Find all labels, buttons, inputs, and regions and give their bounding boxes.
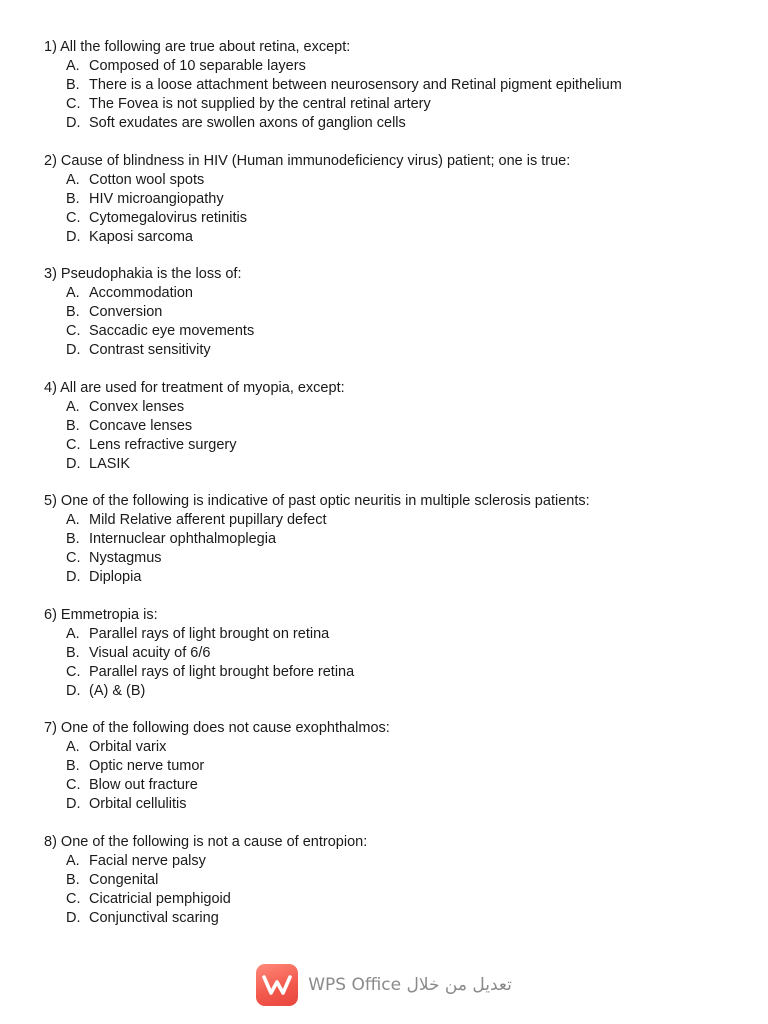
option-c bbox=[44, 549, 744, 568]
option-letter: D. bbox=[66, 909, 81, 926]
question-4 bbox=[44, 379, 744, 474]
wps-footer-text[interactable]: تعديل من خلال WPS Office bbox=[308, 975, 512, 995]
option-text: Soft exudates are swollen axons of ganglion cells bbox=[89, 115, 406, 131]
option-letter: C. bbox=[66, 663, 81, 680]
option-text: Visual acuity of 6/6 bbox=[89, 644, 211, 661]
option-list bbox=[44, 511, 744, 587]
option-letter: A. bbox=[66, 171, 80, 188]
option-letter: B. bbox=[66, 417, 80, 434]
option-b bbox=[44, 757, 744, 776]
option-b bbox=[44, 871, 744, 890]
option-letter: A. bbox=[66, 625, 80, 642]
option-letter: A. bbox=[66, 398, 80, 415]
option-a bbox=[44, 57, 744, 76]
question-5 bbox=[44, 492, 744, 587]
option-list bbox=[44, 284, 744, 360]
option-letter: D. bbox=[66, 455, 81, 472]
option-a bbox=[44, 171, 744, 190]
option-letter: A. bbox=[66, 58, 80, 74]
question-3 bbox=[44, 265, 744, 360]
option-list bbox=[44, 852, 744, 928]
option-text: Nystagmus bbox=[89, 550, 162, 566]
option-d bbox=[44, 341, 744, 360]
option-b bbox=[44, 417, 744, 436]
option-text: Cytomegalovirus retinitis bbox=[89, 209, 247, 226]
option-c bbox=[44, 776, 744, 795]
question-text: 5) One of the following is indicative of past optic neuritis in multiple sclerosis patients: bbox=[44, 493, 590, 509]
option-letter: B. bbox=[66, 871, 80, 888]
option-letter: B. bbox=[66, 531, 80, 547]
option-a bbox=[44, 398, 744, 417]
option-text: (A) & (B) bbox=[89, 682, 146, 699]
option-text: Orbital varix bbox=[89, 739, 167, 755]
question-text: 4) All are used for treatment of myopia, except: bbox=[44, 379, 345, 396]
option-text: Contrast sensitivity bbox=[89, 342, 211, 358]
option-d bbox=[44, 568, 744, 587]
option-c bbox=[44, 663, 744, 682]
option-b bbox=[44, 190, 744, 209]
question-text: 8) One of the following is not a cause of entropion: bbox=[44, 833, 368, 850]
option-text: LASIK bbox=[89, 455, 131, 472]
question-6 bbox=[44, 606, 744, 701]
option-text: Orbital cellulitis bbox=[89, 796, 187, 812]
option-text: HIV microangiopathy bbox=[89, 190, 224, 207]
question-1 bbox=[44, 38, 744, 133]
option-text: Concave lenses bbox=[89, 417, 193, 434]
option-text: Cotton wool spots bbox=[89, 171, 205, 188]
option-d bbox=[44, 228, 744, 247]
option-d bbox=[44, 795, 744, 814]
option-text: The Fovea is not supplied by the central retinal artery bbox=[89, 96, 431, 112]
option-text: Conversion bbox=[89, 304, 163, 320]
option-d bbox=[44, 114, 744, 133]
question-text: 6) Emmetropia is: bbox=[44, 606, 158, 623]
option-list bbox=[44, 738, 744, 814]
option-letter: D. bbox=[66, 682, 81, 699]
question-text: 1) All the following are true about retina, except: bbox=[44, 39, 351, 55]
question-text: 2) Cause of blindness in HIV (Human immunodeficiency virus) patient; one is true: bbox=[44, 152, 571, 169]
option-text: Cicatricial pemphigoid bbox=[89, 890, 231, 907]
option-list bbox=[44, 57, 744, 133]
option-letter: C. bbox=[66, 436, 81, 453]
option-d bbox=[44, 909, 744, 928]
option-b bbox=[44, 303, 744, 322]
question-8 bbox=[44, 833, 744, 928]
option-letter: D. bbox=[66, 228, 81, 245]
option-text: Convex lenses bbox=[89, 398, 185, 415]
option-text: Mild Relative afferent pupillary defect bbox=[89, 512, 327, 528]
option-letter: B. bbox=[66, 304, 80, 320]
option-d bbox=[44, 455, 744, 474]
option-b bbox=[44, 76, 744, 95]
option-text: Accommodation bbox=[89, 285, 193, 301]
option-letter: C. bbox=[66, 323, 81, 339]
option-a bbox=[44, 852, 744, 871]
option-text: Internuclear ophthalmoplegia bbox=[89, 531, 277, 547]
option-a bbox=[44, 511, 744, 530]
option-text: Saccadic eye movements bbox=[89, 323, 255, 339]
option-d bbox=[44, 682, 744, 701]
wps-w-glyph-icon bbox=[262, 974, 292, 996]
option-c bbox=[44, 436, 744, 455]
option-text: Conjunctival scaring bbox=[89, 909, 219, 926]
option-letter: D. bbox=[66, 342, 81, 358]
question-7 bbox=[44, 719, 744, 814]
option-letter: B. bbox=[66, 758, 80, 774]
option-letter: B. bbox=[66, 644, 80, 661]
option-c bbox=[44, 890, 744, 909]
option-letter: C. bbox=[66, 890, 81, 907]
option-letter: A. bbox=[66, 852, 80, 869]
option-a bbox=[44, 284, 744, 303]
option-text: Lens refractive surgery bbox=[89, 436, 237, 453]
option-text: Blow out fracture bbox=[89, 777, 198, 793]
option-letter: C. bbox=[66, 209, 81, 226]
option-letter: A. bbox=[66, 739, 80, 755]
document-page bbox=[44, 38, 744, 946]
option-b bbox=[44, 530, 744, 549]
question-text: 7) One of the following does not cause exophthalmos: bbox=[44, 720, 390, 736]
option-text: Composed of 10 separable layers bbox=[89, 58, 306, 74]
wps-office-logo-icon[interactable] bbox=[256, 964, 298, 1006]
wps-footer[interactable] bbox=[0, 962, 768, 1008]
option-a bbox=[44, 625, 744, 644]
question-text: 3) Pseudophakia is the loss of: bbox=[44, 266, 242, 282]
option-text: Facial nerve palsy bbox=[89, 852, 206, 869]
option-letter: B. bbox=[66, 77, 80, 93]
option-text: Diplopia bbox=[89, 569, 142, 585]
option-c bbox=[44, 95, 744, 114]
option-letter: D. bbox=[66, 569, 81, 585]
option-text: Parallel rays of light brought on retina bbox=[89, 625, 330, 642]
option-letter: C. bbox=[66, 777, 81, 793]
option-text: Parallel rays of light brought before retina bbox=[89, 663, 355, 680]
option-letter: D. bbox=[66, 796, 81, 812]
option-list bbox=[44, 398, 744, 474]
option-text: Congenital bbox=[89, 871, 159, 888]
option-b bbox=[44, 644, 744, 663]
option-c bbox=[44, 322, 744, 341]
option-letter: A. bbox=[66, 285, 80, 301]
option-text: Kaposi sarcoma bbox=[89, 228, 193, 245]
option-text: Optic nerve tumor bbox=[89, 758, 205, 774]
option-text: There is a loose attachment between neurosensory and Retinal pigment epithelium bbox=[89, 77, 622, 93]
option-c bbox=[44, 209, 744, 228]
option-letter: C. bbox=[66, 96, 81, 112]
option-letter: C. bbox=[66, 550, 81, 566]
option-a bbox=[44, 738, 744, 757]
option-letter: D. bbox=[66, 115, 81, 131]
option-letter: A. bbox=[66, 512, 80, 528]
option-list bbox=[44, 171, 744, 247]
option-letter: B. bbox=[66, 190, 80, 207]
question-2 bbox=[44, 152, 744, 247]
option-list bbox=[44, 625, 744, 701]
